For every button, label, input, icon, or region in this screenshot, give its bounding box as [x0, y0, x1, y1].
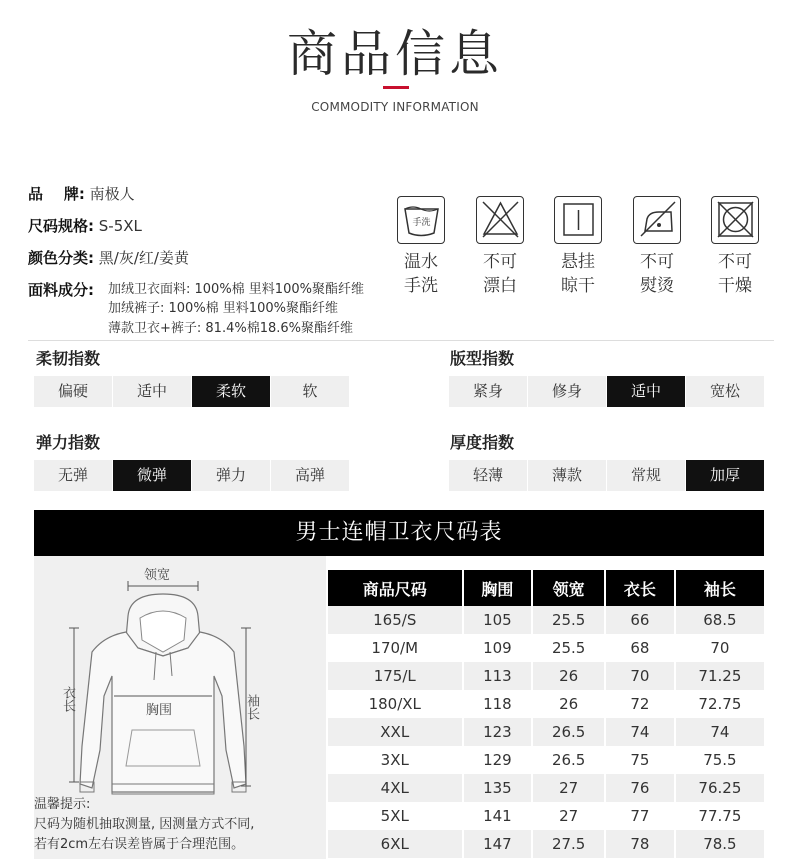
table-cell: 72.75 — [698, 695, 742, 713]
fabric-row — [28, 279, 94, 300]
softness-option: 偏硬 — [34, 376, 112, 407]
elasticity-option: 弹力 — [192, 460, 270, 491]
softness-scale — [34, 376, 350, 407]
chest-label: 胸围 — [146, 703, 173, 718]
table-cell: 25.5 — [533, 634, 606, 662]
hand-wash-icon — [397, 196, 445, 244]
table-cell: 26 — [533, 690, 606, 718]
table-cell: 78 — [606, 830, 676, 858]
table-cell: 170/M — [328, 634, 464, 662]
fabric-label: 面料成分: — [28, 281, 94, 299]
collar-label: 领宽 — [144, 568, 171, 583]
fit-option-selected: 适中 — [607, 376, 685, 407]
fabric-line: 薄款卫衣+裤子: 81.4%棉18.6%聚酯纤维 — [108, 321, 354, 336]
table-cell: 27.5 — [533, 830, 606, 858]
fit-title: 版型指数 — [450, 349, 515, 368]
table-row — [328, 802, 764, 830]
table-cell: 70 — [710, 639, 730, 657]
table-cell: 70 — [606, 662, 676, 690]
care-label: 不可 — [640, 252, 674, 272]
hand-wash-text: 手洗 — [411, 218, 431, 228]
table-cell: 118 — [464, 690, 534, 718]
table-row — [328, 690, 764, 718]
table-cell: 78.5 — [676, 830, 764, 858]
care-label: 干燥 — [718, 276, 752, 296]
table-cell: 76 — [606, 774, 676, 802]
sleeve-label: 袖长 — [244, 694, 259, 720]
table-row — [328, 774, 764, 802]
fit-option: 修身 — [528, 376, 606, 407]
table-cell: 74 — [676, 718, 764, 746]
table-cell: 5XL — [328, 802, 464, 830]
brand-row — [28, 183, 135, 204]
table-cell: 141 — [464, 802, 534, 830]
table-cell: 175/L — [328, 662, 464, 690]
care-label: 不可 — [483, 252, 517, 272]
table-row — [328, 746, 764, 774]
softness-option: 软 — [271, 376, 349, 407]
thickness-title: 厚度指数 — [450, 433, 515, 452]
table-cell: 6XL — [328, 830, 464, 858]
care-label: 手洗 — [404, 276, 438, 296]
table-cell: 113 — [464, 662, 534, 690]
section-divider — [28, 340, 774, 341]
table-row — [328, 718, 764, 746]
brand-value: 南极人 — [89, 185, 135, 203]
table-cell: 75.5 — [703, 751, 737, 769]
fabric-line: 加绒卫衣面料: 100%棉 里料100%聚酯纤维 — [108, 282, 364, 297]
fabric-line: 加绒裤子: 100%棉 里料100%聚酯纤维 — [108, 301, 338, 316]
care-item — [474, 196, 526, 298]
care-label: 熨烫 — [640, 276, 674, 296]
table-cell: 68.5 — [676, 606, 764, 634]
length-label: 衣长 — [60, 686, 75, 712]
table-cell: 27 — [533, 774, 606, 802]
table-header-row — [328, 570, 764, 606]
care-label: 漂白 — [483, 276, 517, 296]
hang-dry-icon — [554, 196, 602, 244]
fit-option: 宽松 — [686, 376, 764, 407]
page-subtitle: COMMODITY INFORMATION — [311, 100, 479, 114]
thickness-option: 轻薄 — [449, 460, 527, 491]
table-cell: 77.75 — [698, 807, 742, 825]
table-cell: 123 — [464, 718, 534, 746]
thickness-option: 常规 — [607, 460, 685, 491]
thickness-option-selected: 加厚 — [686, 460, 764, 491]
table-row — [328, 830, 764, 858]
table-cell: 25.5 — [533, 606, 606, 634]
elasticity-scale — [34, 460, 350, 491]
table-cell: 3XL — [328, 746, 464, 774]
size-row — [28, 215, 142, 236]
size-chart-title: 男士连帽卫衣尺码表 — [34, 510, 764, 556]
column-header: 领宽 — [533, 570, 606, 606]
table-cell: 165/S — [328, 606, 464, 634]
page-title: 商品信息 — [287, 25, 503, 83]
fit-scale — [449, 376, 765, 407]
table-cell: 27 — [533, 802, 606, 830]
thickness-option: 薄款 — [528, 460, 606, 491]
table-cell: 75 — [606, 746, 676, 774]
no-bleach-icon — [476, 196, 524, 244]
table-cell: 68 — [606, 634, 676, 662]
brand-label: 品 牌: — [28, 185, 85, 203]
fit-option: 紧身 — [449, 376, 527, 407]
table-cell: XXL — [328, 718, 464, 746]
table-cell: 180/XL — [328, 690, 464, 718]
column-header: 商品尺码 — [328, 570, 464, 606]
table-cell: 26.5 — [533, 746, 606, 774]
table-cell: 26 — [533, 662, 606, 690]
column-header: 衣长 — [606, 570, 676, 606]
color-label: 颜色分类: — [28, 249, 94, 267]
table-row — [328, 662, 764, 690]
tip-line: 若有2cm左右误差皆属于合理范围。 — [34, 837, 245, 852]
color-row — [28, 247, 189, 268]
table-cell: 109 — [464, 634, 534, 662]
care-item — [709, 196, 761, 298]
tip-title: 温馨提示: — [34, 797, 91, 812]
column-header: 袖长 — [676, 570, 764, 606]
table-cell: 147 — [464, 830, 534, 858]
care-label: 不可 — [718, 252, 752, 272]
size-label: 尺码规格: — [28, 217, 94, 235]
no-tumble-dry-icon — [711, 196, 759, 244]
tip-line: 尺码为随机抽取测量, 因测量方式不同, — [34, 817, 255, 832]
elasticity-option: 无弹 — [34, 460, 112, 491]
table-cell: 26.5 — [533, 718, 606, 746]
table-cell: 74 — [606, 718, 676, 746]
table-cell: 71.25 — [676, 662, 764, 690]
table-cell: 105 — [464, 606, 534, 634]
elasticity-option: 高弹 — [271, 460, 349, 491]
table-cell: 72 — [606, 690, 676, 718]
softness-title: 柔韧指数 — [36, 349, 101, 368]
table-row — [328, 606, 764, 634]
care-item — [631, 196, 683, 298]
table-row — [328, 634, 764, 662]
table-cell: 76.25 — [676, 774, 764, 802]
thickness-scale — [449, 460, 765, 491]
size-value: S-5XL — [98, 217, 142, 235]
care-label: 悬挂 — [561, 252, 595, 272]
elasticity-title: 弹力指数 — [36, 433, 101, 452]
table-cell: 135 — [464, 774, 534, 802]
table-cell: 129 — [464, 746, 534, 774]
table-cell: 66 — [606, 606, 676, 634]
table-cell: 4XL — [328, 774, 464, 802]
table-cell: 77 — [606, 802, 676, 830]
softness-option: 适中 — [113, 376, 191, 407]
care-item — [552, 196, 604, 298]
care-label: 温水 — [404, 252, 438, 272]
softness-option-selected: 柔软 — [192, 376, 270, 407]
care-label: 晾干 — [561, 276, 595, 296]
elasticity-option-selected: 微弹 — [113, 460, 191, 491]
care-item — [395, 196, 447, 298]
size-table — [328, 570, 764, 858]
no-iron-icon — [633, 196, 681, 244]
color-value: 黑/灰/红/姜黄 — [98, 249, 189, 267]
title-accent-bar — [383, 86, 409, 89]
column-header: 胸围 — [464, 570, 534, 606]
